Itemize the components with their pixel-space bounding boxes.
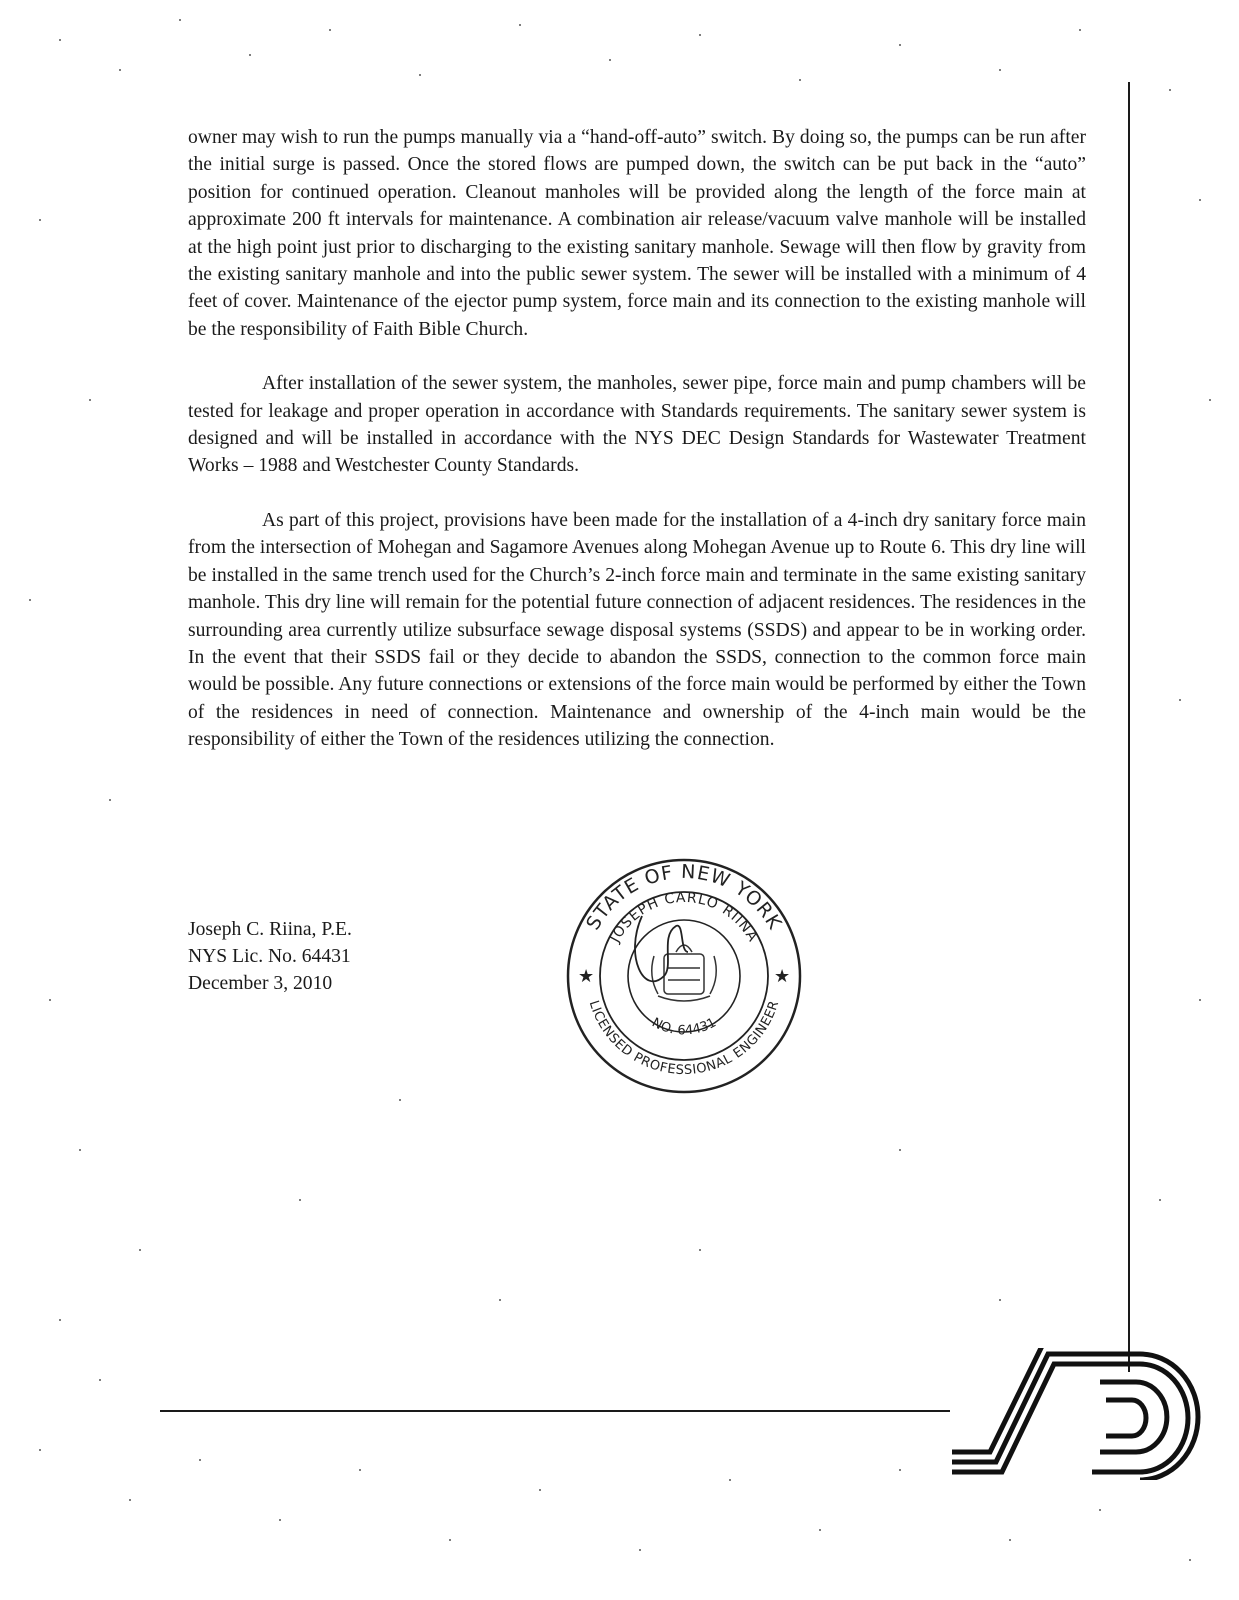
paragraph-3: As part of this project, provisions have been made for the installation of a 4-inch dry sanitary force main from the intersection of Mohegan and Sagamore Avenues along Mohegan Avenue up to Route 6. This dry line will be installed in the same trench used for the Church’s 2-inch force main and terminate in the same existing sanitary manhole. This dry line will remain for the potential future connection of adjacent residences. The residences in the surrounding area currently utilize subsurface sewage disposal systems (SSDS) and appear to be in working order. In the event that their SSDS fail or they decide to abandon the SSDS, connection to the common force main would be possible. Any future connections or extensions of the force main would be performed by either the Town of the residences in need of connection. Maintenance and ownership of the 4-inch main would be the responsibility of either the Town of the residences utilizing the connection.: [188, 509, 1086, 751]
seal-name-text: JOSEPH CARLO RIINA: [607, 889, 761, 946]
engineer-seal-stamp: [564, 856, 804, 1096]
seal-state-text: STATE OF NEW YORK: [582, 860, 786, 934]
seal-title-text: LICENSED PROFESSIONAL ENGINEER: [585, 998, 783, 1079]
right-margin-rule: [1128, 82, 1130, 1372]
signer-name: Joseph C. Riina, P.E.: [188, 919, 352, 940]
signature-block: [188, 916, 352, 997]
seal-number-text: NO. 64431: [649, 1015, 719, 1039]
svg-text:NO. 64431: [649, 1015, 719, 1038]
signature-date: December 3, 2010: [188, 973, 333, 994]
state-coat-of-arms-icon: [652, 945, 717, 1001]
paragraph-1: owner may wish to run the pumps manually via a “hand-off-auto” switch. By doing so, the pumps can be run after the initial surge is passed. Once the stored flows are pumped down, the switch can be put back in the “auto” position for continued operation. Cleanout manholes will be provided along the length of the force main at approximate 200 ft intervals for maintenance. A combination air release/vacuum valve manhole will be installed at the high point just prior to discharging to the existing sanitary manhole. Sewage will then flow by gravity from the existing sanitary manhole and into the public sewer system. The sewer will be installed with a minimum of 4 feet of cover. Maintenance of the ejector pump system, force main and its connection to the existing manhole will be the responsibility of Faith Bible Church.: [188, 127, 1086, 340]
body-text: [188, 124, 1086, 781]
signature-scribble-icon: [635, 916, 688, 981]
seal-star-left-icon: ★: [578, 966, 595, 986]
license-number: NYS Lic. No. 64431: [188, 946, 351, 967]
company-logo-icon: [950, 1348, 1202, 1480]
paragraph-2: After installation of the sewer system, the manholes, sewer pipe, force main and pump chambers will be tested for leakage and proper operation in accordance with Standards requirements. The sanitary sewer system is designed and will be installed in accordance with the NYS DEC Design Standards for Wastewater Treatment Works – 1988 and Westchester County Standards.: [188, 373, 1086, 477]
footer-rule: [160, 1410, 950, 1412]
seal-star-right-icon: ★: [774, 966, 791, 986]
